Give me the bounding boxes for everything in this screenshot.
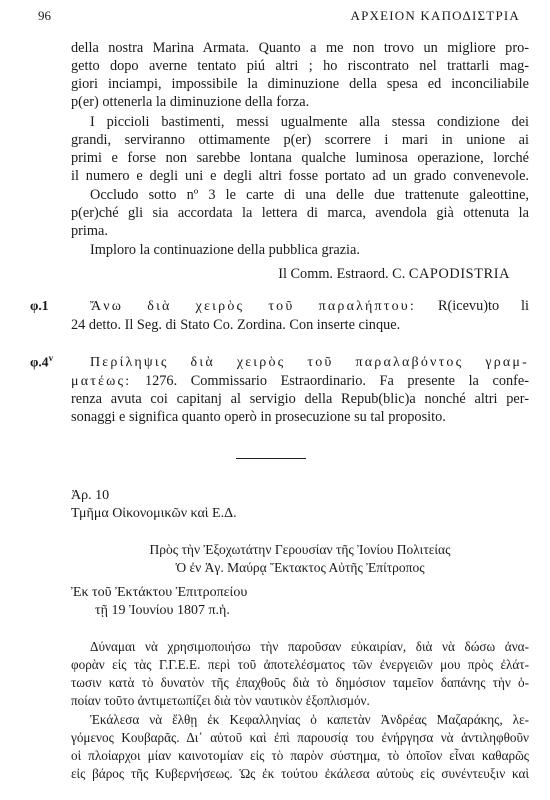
text-line: τωσιν κατὰ τὸ δυνατὸν τῆς ἐπαχθοῦς διὰ τὸ δημόσιον ταμεῖον δαπάνης τὴν ὁ- — [71, 675, 529, 690]
text-line: della nostra Marina Armata. Quanto a me non trovo un migliore pro- — [71, 40, 529, 56]
text-line: φορὰν εἰς τὰς Γ.Γ.Ε.Ε. περὶ τοῦ ἀποτελέσματος τῶν ἐνεργειῶν μου πρὸς ἐλάτ- — [71, 657, 529, 672]
text-line: getto dopo averne tentato piú altri ; ho riscontrato nel trattarli mag- — [71, 58, 529, 74]
signature-prefix: Il Comm. Estraord. C. — [278, 266, 406, 282]
text-line: Occludo sotto nº 3 le carte di una delle due trattenute galeottine, — [90, 187, 529, 203]
page-header — [38, 8, 520, 28]
document-number: Ἀρ. 10 — [71, 488, 110, 503]
margin-note-label: φ.1 — [30, 298, 49, 313]
text-line: grandi, serviranno ottimamente p(er) scorrere i mari in unione ai — [71, 132, 529, 148]
text-line: giori inciampi, impossibile la diminuzione della spesa ed inconciliabile — [71, 76, 529, 92]
text-line: il numero e degli uni e degli altri fosse portato ad un grado convenevole. — [71, 168, 529, 184]
text-line: ποίαν τοῦτο ἀντιμετωπίζει διὰ τὸν ναυτικὸν ἐξοπλισμόν. — [71, 693, 370, 708]
text-line: prima. — [71, 223, 108, 239]
text-line: γόμενος Κουβαρᾶς. Δι᾽ αὐτοῦ καὶ ἐπὶ παρουσίᾳ του ἐνήργησα νὰ ἀντιληφθοῦν — [71, 730, 529, 745]
origin-line: Ἐκ τοῦ Ἐκτάκτου Ἐπιτροπείου — [71, 585, 248, 600]
note-line — [90, 297, 529, 316]
margin-note-label — [30, 353, 53, 371]
section-divider — [236, 458, 306, 459]
note-line — [90, 353, 529, 372]
note-text: R(icevu)to li — [416, 298, 530, 314]
note-line — [71, 372, 529, 391]
text-line: Imploro la continuazione della pubblica grazia. — [90, 242, 360, 258]
address-line: Ὁ ἐν Ἁγ. Μαύρᾳ Ἔκτακτος Αὐτῆς Ἐπίτροπος — [175, 560, 425, 575]
note-line: renza avuta coi capitanj al servigio della Repub(blic)a nonché altri per- — [71, 391, 529, 407]
page-number: 96 — [38, 8, 51, 23]
note-text: 1276. Commissario Estraordinario. Fa presente la confe- — [131, 373, 529, 389]
signature-name: CAPODISTRIA — [408, 266, 510, 282]
note-greek: ματέως: — [71, 374, 132, 389]
note-line: sonaggi e significa quanto operò in prosecuzione su tal proposito. — [71, 409, 446, 425]
note-line: 24 detto. Il Seg. di Stato Co. Zordina. Con inserte cinque. — [71, 317, 401, 333]
note-greek: Ἄνω διὰ χειρὸς τοῦ παραλήπτου: — [90, 299, 417, 314]
signature — [278, 266, 510, 283]
text-line: primi e forse non sarebbe lontana qualche luminosa operazione, lorché — [71, 150, 529, 166]
note-greek: Περίληψις διὰ χειρὸς τοῦ παραλαβόντος γραμ- — [90, 355, 529, 370]
running-head: ΑΡΧΕΙΟΝ ΚΑΠΟΔΙΣΤΡΙΑ — [350, 8, 520, 23]
margin-note-text: φ.4 — [30, 354, 49, 370]
text-line: I piccioli bastimenti, messi ugualmente alla stessa condizione dei — [90, 114, 529, 130]
text-line: Ἐκάλεσα νὰ ἔλθῃ ἐκ Κεφαλληνίας ὁ καπετὰν Ἀνδρέας Μαζαράκης, λε- — [90, 712, 529, 727]
text-line: Δύναμαι νὰ χρησιμοποιήσω τὴν παροῦσαν εὐκαιρίαν, διὰ νὰ δώσω ἀνα- — [90, 639, 529, 654]
text-line: οἱ πλοίαρχοι μίαν καινοτομίαν εἰς τὸ παρὸν σύστημα, τὸ ὁποῖον εἶναι καθαρῶς — [71, 748, 529, 763]
text-line: εἰς βάρος τῆς Κυβερνήσεως. Ὡς ἐκ τούτου ἐκάλεσα αὐτοὺς εἰς συνέντευξιν καὶ — [71, 766, 529, 781]
margin-note-sup: v — [48, 353, 54, 363]
text-line: p(er) ottenerla la diminuzione della forza. — [71, 94, 310, 110]
origin-date: τῇ 19 Ἰουνίου 1807 π.ἡ. — [95, 603, 230, 618]
text-line: p(er)ché gli sia accordata la lettera di marca, avendola già ottenuta la — [71, 205, 529, 221]
department-line: Τμῆμα Οἰκονομικῶν καὶ Ε.Δ. — [71, 506, 237, 521]
address-line: Πρὸς τὴν Ἐξοχωτάτην Γερουσίαν τῆς Ἰονίου Πολιτείας — [149, 542, 451, 557]
